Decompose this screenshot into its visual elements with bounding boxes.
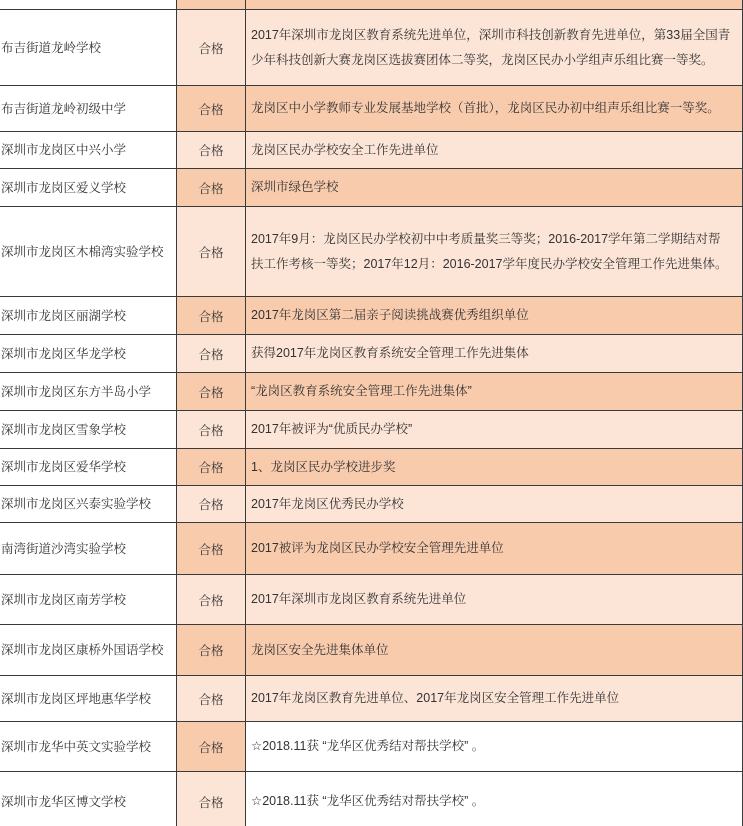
table-row bbox=[0, 722, 743, 772]
school-cell: 深圳市龙岗区木棉湾实验学校 bbox=[0, 207, 177, 296]
award-cell: ☆2018.11获 “龙华区优秀结对帮扶学校” 。 bbox=[246, 772, 743, 826]
award-cell: ☆2018.11获 “龙华区优秀结对帮扶学校” 。 bbox=[246, 722, 743, 771]
award-cell: “龙岗区教育系统安全管理工作先进集体” bbox=[246, 373, 743, 410]
status-cell: 合格 bbox=[177, 86, 246, 131]
table-row bbox=[0, 169, 743, 207]
status-cell: 合格 bbox=[177, 575, 246, 624]
status-cell: 合格 bbox=[177, 297, 246, 334]
award-cell: 2017年9月：龙岗区民办学校初中中考质量奖三等奖；2016-2017学年第二学期结对帮扶工作考核一等奖；2017年12月：2016-2017学年度民办学校安全管理工作先进集体。 bbox=[246, 207, 743, 296]
school-cell: 深圳市龙岗区坪地惠华学校 bbox=[0, 676, 177, 721]
table-row bbox=[0, 335, 743, 373]
table-row bbox=[0, 297, 743, 335]
award-cell: 龙岗区安全先进集体单位 bbox=[246, 625, 743, 675]
table-row bbox=[0, 449, 743, 486]
school-cell: 深圳市龙岗区兴泰实验学校 bbox=[0, 486, 177, 522]
status-cell: 合格 bbox=[177, 373, 246, 410]
school-cell: 深圳市龙岗区康桥外国语学校 bbox=[0, 625, 177, 675]
status-cell: 合格 bbox=[177, 169, 246, 206]
award-cell: 深圳市绿色学校 bbox=[246, 169, 743, 206]
school-cell: 深圳市龙华中英文实验学校 bbox=[0, 722, 177, 771]
status-cell: 合格 bbox=[177, 523, 246, 574]
award-cell: 2017年龙岗区优秀民办学校 bbox=[246, 486, 743, 522]
school-cell: 深圳市龙岗区华龙学校 bbox=[0, 335, 177, 372]
award-cell: 龙岗区中小学教师专业发展基地学校（首批），龙岗区民办初中组声乐组比赛一等奖。 bbox=[246, 86, 743, 131]
school-cell bbox=[0, 0, 177, 9]
school-cell: 深圳市龙华区博文学校 bbox=[0, 772, 177, 826]
table-row bbox=[0, 486, 743, 523]
award-cell: 2017年深圳市龙岗区教育系统先进单位，深圳市科技创新教育先进单位，第33届全国青少年科技创新大赛龙岗区选拔赛团体二等奖，龙岗区民办小学组声乐组比赛一等奖。 bbox=[246, 10, 743, 85]
award-cell: 2017年龙岗区教育先进单位、2017年龙岗区安全管理工作先进单位 bbox=[246, 676, 743, 721]
school-cell: 布吉街道龙岭学校 bbox=[0, 10, 177, 85]
award-cell: 获得2017年龙岗区教育系统安全管理工作先进集体 bbox=[246, 335, 743, 372]
award-cell: 2017年被评为“优质民办学校” bbox=[246, 411, 743, 448]
table-row bbox=[0, 523, 743, 575]
table-row bbox=[0, 10, 743, 86]
award-cell bbox=[246, 0, 743, 9]
status-cell: 合格 bbox=[177, 411, 246, 448]
table-row bbox=[0, 207, 743, 297]
award-cell: 2017年深圳市龙岗区教育系统先进单位 bbox=[246, 575, 743, 624]
table-row bbox=[0, 411, 743, 449]
school-cell: 南湾街道沙湾实验学校 bbox=[0, 523, 177, 574]
status-cell: 合格 bbox=[177, 207, 246, 296]
school-cell: 深圳市龙岗区雪象学校 bbox=[0, 411, 177, 448]
status-cell bbox=[177, 0, 246, 9]
school-cell: 深圳市龙岗区爱义学校 bbox=[0, 169, 177, 206]
table-row bbox=[0, 625, 743, 676]
table-row bbox=[0, 575, 743, 625]
table-row-partial bbox=[0, 0, 743, 10]
school-cell: 深圳市龙岗区东方半岛小学 bbox=[0, 373, 177, 410]
table-row bbox=[0, 132, 743, 169]
status-cell: 合格 bbox=[177, 132, 246, 168]
status-cell: 合格 bbox=[177, 335, 246, 372]
status-cell: 合格 bbox=[177, 486, 246, 522]
table-row bbox=[0, 86, 743, 132]
table-row bbox=[0, 676, 743, 722]
status-cell: 合格 bbox=[177, 772, 246, 826]
award-cell: 2017被评为龙岗区民办学校安全管理先进单位 bbox=[246, 523, 743, 574]
school-cell: 布吉街道龙岭初级中学 bbox=[0, 86, 177, 131]
status-cell: 合格 bbox=[177, 722, 246, 771]
school-cell: 深圳市龙岗区爱华学校 bbox=[0, 449, 177, 485]
award-cell: 2017年龙岗区第二届亲子阅读挑战赛优秀组织单位 bbox=[246, 297, 743, 334]
school-cell: 深圳市龙岗区南芳学校 bbox=[0, 575, 177, 624]
status-cell: 合格 bbox=[177, 449, 246, 485]
school-cell: 深圳市龙岗区中兴小学 bbox=[0, 132, 177, 168]
school-cell: 深圳市龙岗区丽湖学校 bbox=[0, 297, 177, 334]
status-cell: 合格 bbox=[177, 10, 246, 85]
status-cell: 合格 bbox=[177, 676, 246, 721]
award-cell: 1、龙岗区民办学校进步奖 bbox=[246, 449, 743, 485]
table-row bbox=[0, 772, 743, 826]
status-cell: 合格 bbox=[177, 625, 246, 675]
table-row bbox=[0, 373, 743, 411]
award-cell: 龙岗区民办学校安全工作先进单位 bbox=[246, 132, 743, 168]
